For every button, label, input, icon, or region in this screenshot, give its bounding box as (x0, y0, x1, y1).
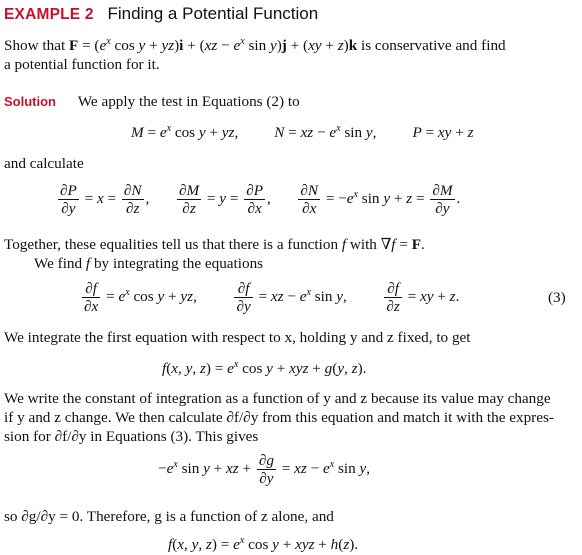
we-find-text-2: by integrating the equations (90, 255, 264, 272)
solution-text: We apply the test in Equations (2) to (77, 93, 300, 110)
together-line: Together, these equalities tell us that there is a function f with ∇f = F. (4, 236, 425, 253)
mnp-equation: $M = e^x$ cos y + yz, N = xz − $e^x$ sin y, P = xy + z (131, 123, 474, 141)
g-equation: $-e^x$ sin y + xz + $\frac{\partial g}{\partial y}$ = xz − $e^x$ sin y, (158, 452, 371, 488)
example-heading (4, 4, 318, 25)
constant-line-3: sion for ∂f/∂y in Equations (3). This gives (4, 428, 259, 445)
we-find-text: We find (34, 255, 86, 272)
solution-line (4, 92, 300, 112)
example-title: Finding a Potential Function (107, 4, 319, 23)
constant-line-1: We write the constant of integration as a function of y and z because its value may change (4, 390, 551, 407)
equations-3: $\frac{\partial f}{\partial x}$ = $e^x$ cos y + yz, $\frac{\partial f}{\partial y}$ = xz − $e^x$ sin y, $\frac{\partial f}{\partial z}$ = xy + z. (84, 280, 460, 316)
solution-label: Solution (4, 94, 56, 109)
together-text-2: with (346, 236, 381, 253)
partials-equation: $\frac{\partial P}{\partial y}$ = x = $\frac{\partial N}{\partial z}$ , $\frac{\partial M}{\partial z}$ = y = $\frac{\partial P}{\partial x}$ , $\frac{\partial N}{\partial x}$ = $-e^x$ sin y + z = $\frac{\partial M}{\partial y}$ . (60, 182, 461, 218)
problem-text-2: is conservative and find (357, 37, 506, 54)
we-find-line: We find f by integrating the equations (34, 255, 264, 272)
problem-line-2: a potential function for it. (4, 56, 160, 73)
problem-line-1: Show that $F = (e^x$ $\cos y + yz)i + (xz - e^x$ sin y)j + (xy + z)k is conservative and find (4, 36, 506, 54)
f-equation-2: f(x, y, $z) = e^x$ cos y + xyz + h(z). (168, 535, 359, 553)
together-text: Together, these equalities tell us that there is a function (4, 236, 342, 253)
problem-text: Show that (4, 37, 69, 54)
constant-line-2: if y and z change. We then calculate ∂f/∂y from this equation and match it with the expres- (4, 409, 554, 426)
equation-tag-3: (3) (548, 289, 566, 306)
so-line: so ∂g/∂y = 0. Therefore, g is a function of z alone, and (4, 508, 334, 525)
f-equation-1: f(x, y, $z) = e^x$ cos y + xyz + g(y, z). (162, 359, 367, 377)
example-label: EXAMPLE 2 (4, 6, 94, 23)
field-F: F (68, 37, 79, 54)
calc-text: and calculate (4, 155, 84, 172)
integrate-text: We integrate the first equation with respect to x, holding y and z fixed, to get (4, 329, 471, 346)
